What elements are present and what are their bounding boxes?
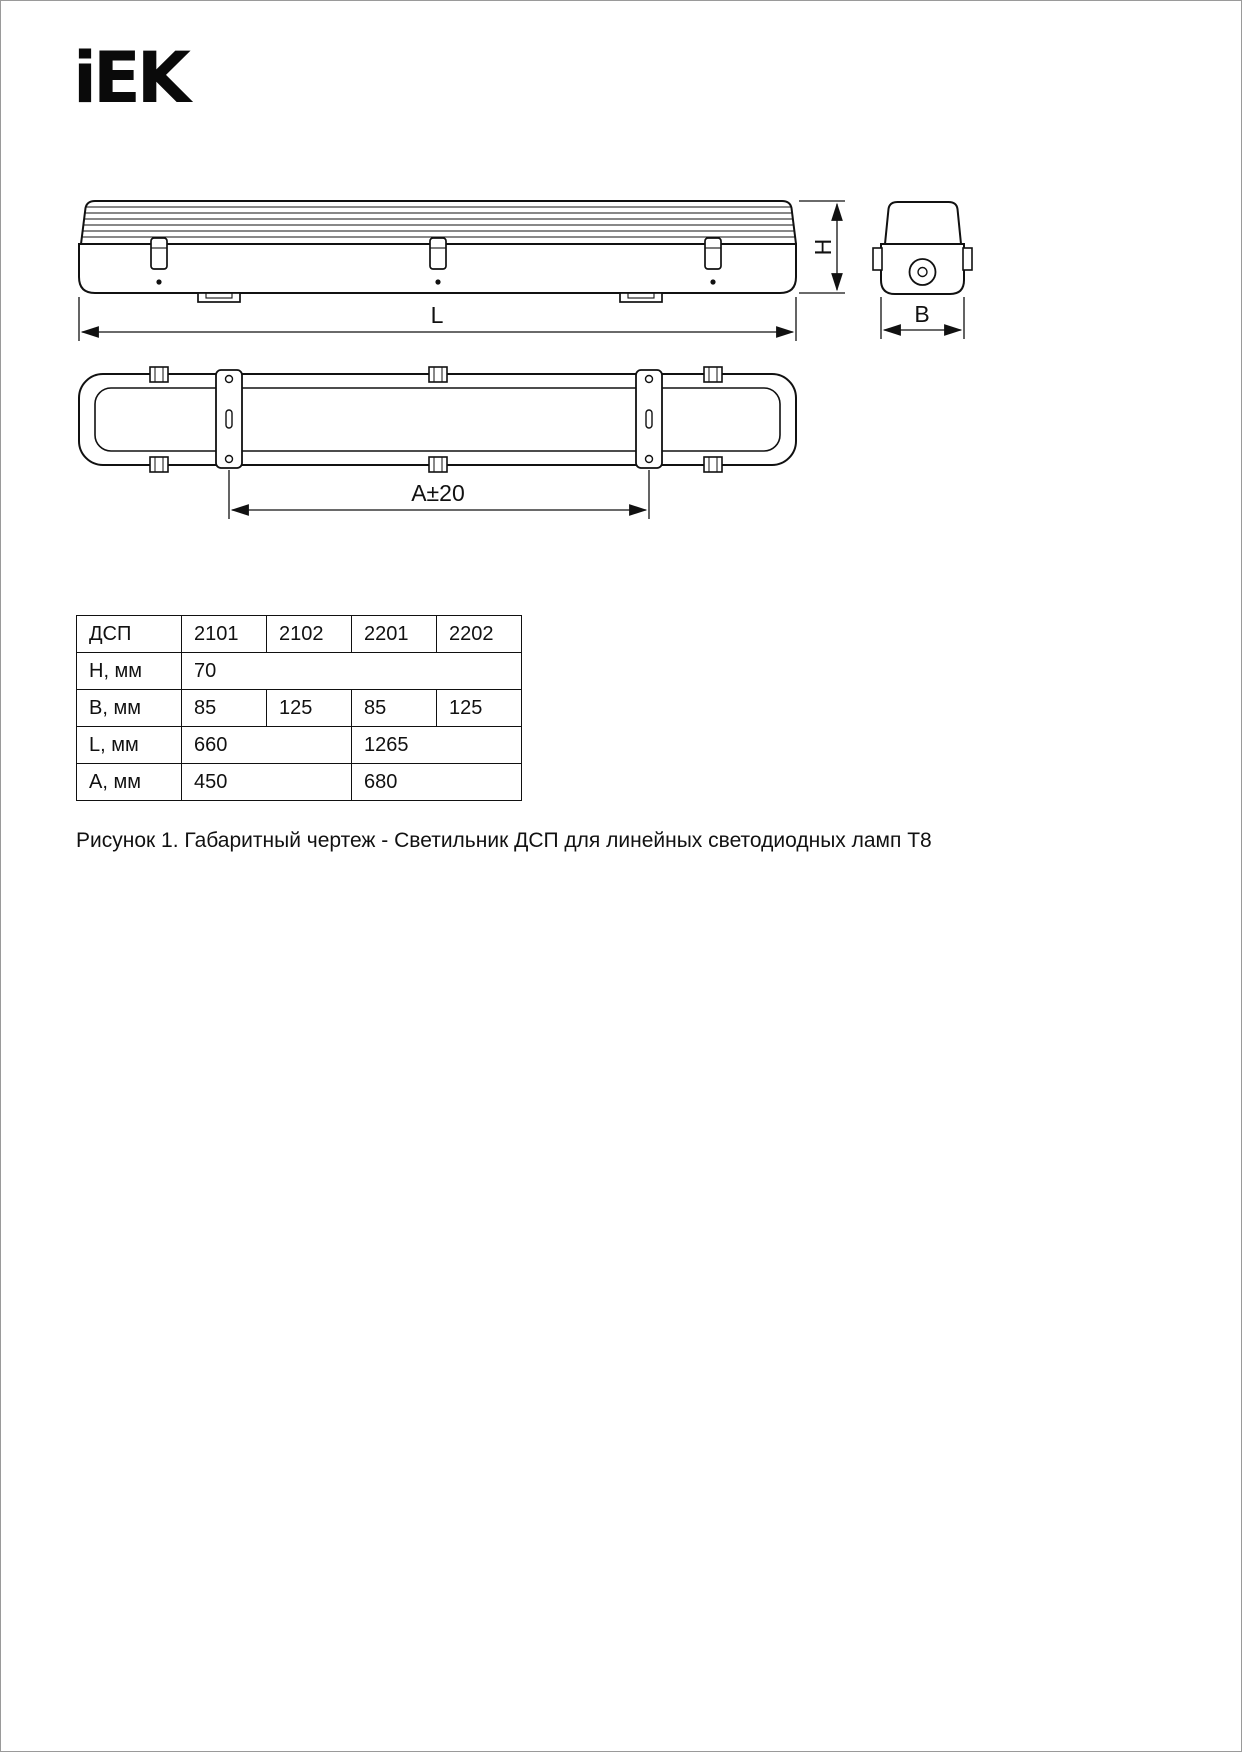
cell-b-2: 125 [267, 690, 352, 727]
cell-model-2102: 2102 [267, 616, 352, 653]
mounting-brackets [216, 370, 662, 468]
technical-drawing [1, 1, 1242, 561]
cell-b-4: 125 [437, 690, 522, 727]
cell-h-label: Н, мм [77, 653, 182, 690]
top-view [79, 367, 796, 472]
mounting-feet [198, 293, 662, 302]
dim-label-width: B [914, 301, 930, 327]
cell-b-label: В, мм [77, 690, 182, 727]
cell-b-1: 85 [182, 690, 267, 727]
table-row-a [77, 764, 522, 801]
table-row-l [77, 727, 522, 764]
cell-h-value: 70 [182, 653, 522, 690]
dim-label-length: L [430, 302, 444, 328]
cell-a-1: 450 [182, 764, 352, 801]
end-clip-right [963, 248, 972, 270]
figure-caption: Рисунок 1. Габаритный чертеж - Светильник ДСП для линейных светодиодных ламп Т8 [76, 829, 932, 852]
cell-a-label: А, мм [77, 764, 182, 801]
cell-a-2: 680 [352, 764, 522, 801]
dim-label-mount-spacing: A±20 [411, 480, 465, 506]
cell-model-2201: 2201 [352, 616, 437, 653]
table-row-model [77, 616, 522, 653]
top-outline-inner [95, 388, 780, 451]
end-cap-top [885, 202, 961, 244]
cell-l-1: 660 [182, 727, 352, 764]
table-row-b [77, 690, 522, 727]
end-clip-left [873, 248, 882, 270]
end-cap-body [881, 244, 964, 294]
end-view [873, 202, 972, 294]
cell-b-3: 85 [352, 690, 437, 727]
dim-label-height: H [810, 238, 836, 256]
dimensions-table [76, 615, 522, 801]
cell-model-2202: 2202 [437, 616, 522, 653]
cell-l-2: 1265 [352, 727, 522, 764]
cell-l-label: L, мм [77, 727, 182, 764]
iek-logo: iEK [73, 37, 188, 119]
lid-ribs [82, 207, 795, 237]
cell-model-label: ДСП [77, 616, 182, 653]
cell-model-2101: 2101 [182, 616, 267, 653]
side-view [79, 201, 796, 302]
cable-gland-center [918, 268, 927, 277]
cable-gland [910, 259, 936, 285]
table-row-h [77, 653, 522, 690]
